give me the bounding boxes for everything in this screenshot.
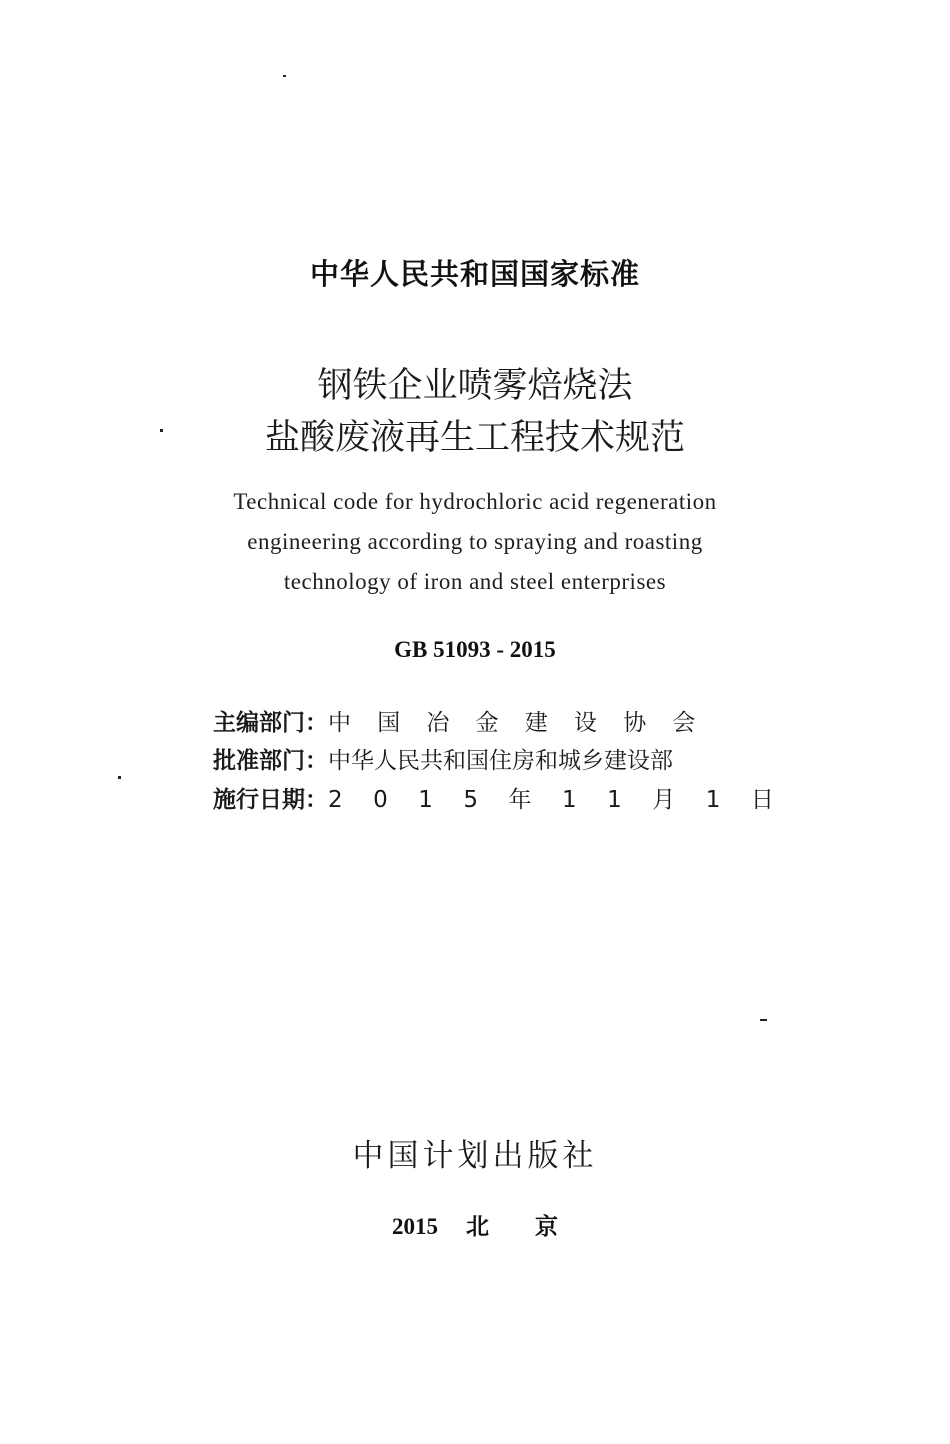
standard-number: GB 51093 - 2015 [394,637,556,662]
publisher-name: 中国计划出版社 [352,1138,598,1174]
publish-year: 2015 [392,1214,438,1239]
scan-speck [283,75,286,77]
approver-row [213,742,673,775]
date-value: 2015年11月1日 [328,787,805,813]
editor-value: 中国冶金建设协会 [328,710,722,736]
scan-speck [760,1019,767,1021]
series-title: 中华人民共和国国家标准 [309,257,640,291]
title-cn-line-1: 钢铁企业喷雾焙烧法 [317,366,633,406]
scan-speck [118,776,121,779]
approver-label: 批准部门： [213,748,328,774]
title-en-line-3: technology of iron and steel enterprises [283,569,667,594]
scan-speck [160,429,163,432]
title-cn-line-2: 盐酸废液再生工程技术规范 [264,418,685,458]
title-en-line-2: engineering according to spraying and roasting [247,529,703,554]
editor-row [213,704,722,737]
editor-label: 主编部门： [213,710,328,736]
date-label: 施行日期： [213,787,328,813]
publication-footer [0,1208,950,1241]
title-en-line-1: Technical code for hydrochloric acid regeneration [233,489,717,514]
publish-city-char-1: 北 [466,1214,489,1239]
approver-value: 中华人民共和国住房和城乡建设部 [328,748,673,774]
publish-city-char-2: 京 [535,1214,558,1239]
date-row [213,781,804,814]
